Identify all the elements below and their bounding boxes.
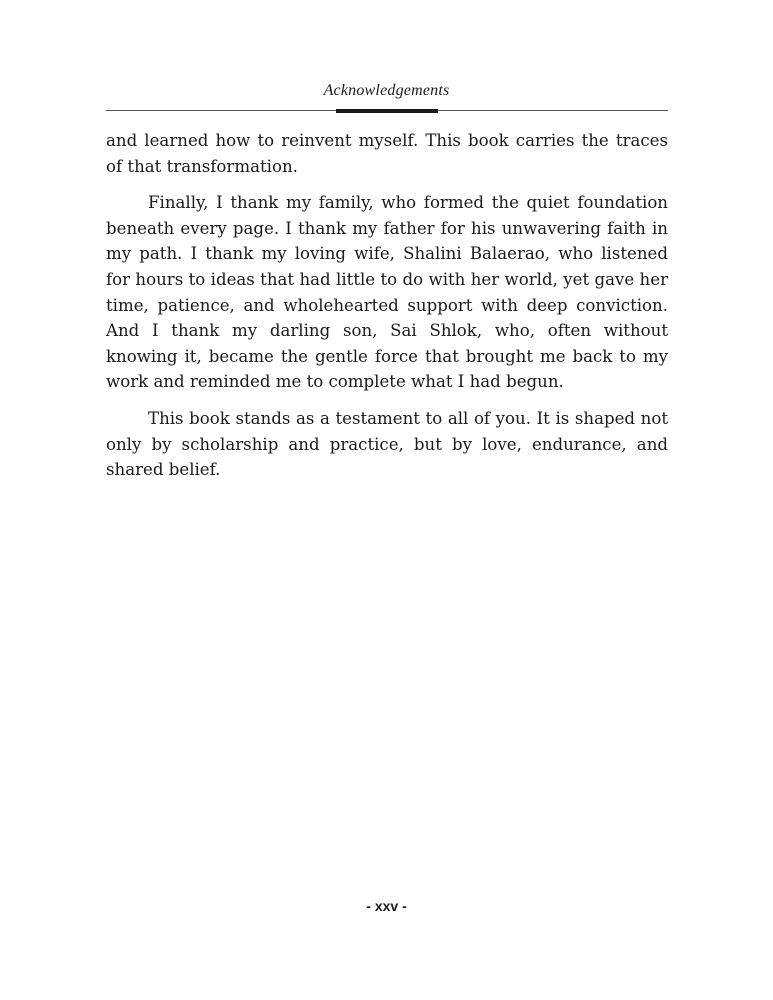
body-text xyxy=(106,128,668,494)
page-number: - xxv - xyxy=(366,898,407,914)
header-rule-accent xyxy=(336,109,438,113)
paragraph-family-thanks: Finally, I thank my family, who formed the quiet foundation beneath every page. I thank my father for his unwavering faith in my path. I thank my loving wife, Shalini Balaerao, who listened for hours to ideas that had little to do with her world, yet gave her time, patience, and wholehearted support with deep conviction. And I thank my darling son, Sai Shlok, who, often without knowing it, became the gentle force that brought me back to my work and reminded me to complete what I had begun. xyxy=(106,193,668,392)
paragraph-continuation: and learned how to reinvent myself. This book carries the traces of that transformation. xyxy=(106,131,668,176)
paragraph-testament: This book stands as a testament to all of you. It is shaped not only by scholarship and practice, but by love, endurance, and shared belief. xyxy=(106,408,668,480)
running-header-title: Acknowledgements xyxy=(323,82,450,99)
